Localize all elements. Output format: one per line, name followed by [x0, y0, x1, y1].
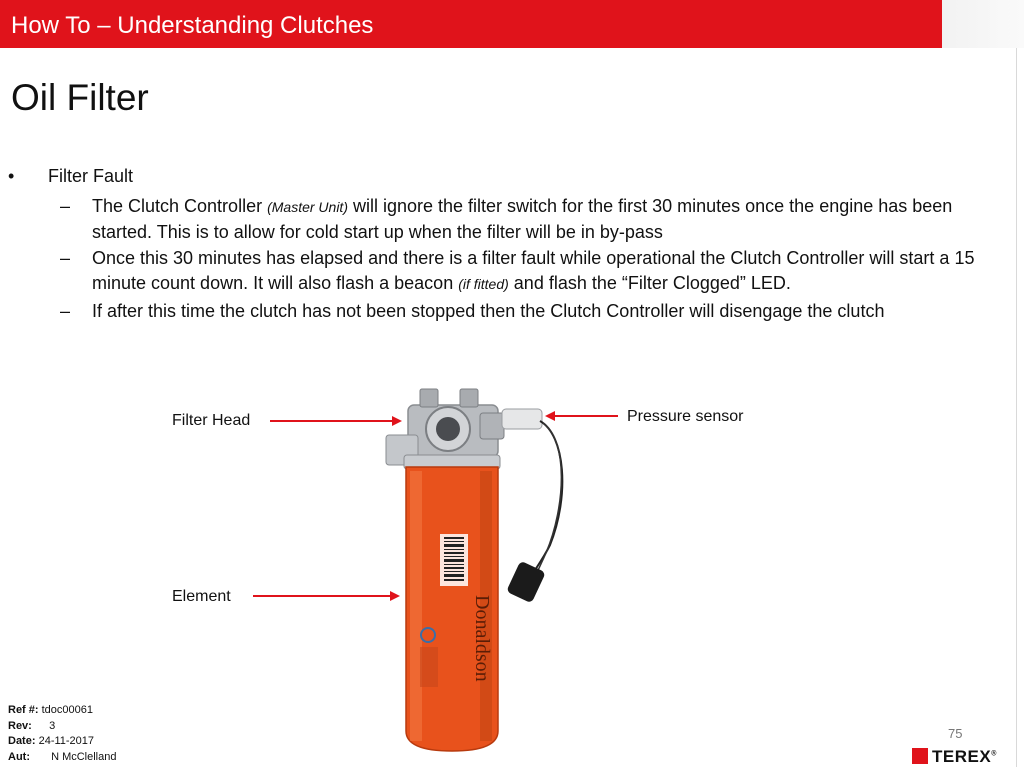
aut-value: N McClelland [51, 750, 117, 763]
terex-logo-text: TEREX [932, 747, 992, 766]
pressure-sensor-body [502, 409, 542, 429]
aut-label: Aut: [8, 750, 30, 763]
sub-bullet-1: The Clutch Controller (Master Unit) will ignore the filter switch for the first 30 minutes once the engine has been started. This is to allow for cold start up when the filter will be in by-pass [92, 196, 953, 242]
sub-bullet-3: If after this time the clutch has not been stopped then the Clutch Controller will disengage the clutch [92, 301, 885, 321]
page-number: 75 [948, 726, 963, 741]
callout-pressure-sensor: Pressure sensor [627, 408, 744, 425]
slide-edge [1016, 48, 1017, 767]
canister-highlight [410, 471, 422, 741]
page-title: Oil Filter [11, 77, 149, 118]
ref-value: tdoc00061 [41, 704, 94, 716]
dash-marker: – [60, 248, 71, 268]
date-label: Date: [8, 735, 36, 747]
trademark-mark: ® [991, 750, 997, 758]
sub-bullet-2: Once this 30 minutes has elapsed and there is a filter fault while operational the Clutch Controller will start a 15 minute count down. It will also flash a beacon (if fitted) and flash the “Filter Clogged” LED. [92, 248, 975, 293]
rev-value: 3 [49, 719, 56, 732]
filter-head-bolt [420, 389, 438, 407]
filter-brand-text: Donaldson [471, 595, 493, 682]
header-bar-accent [942, 0, 1024, 48]
callout-element: Element [172, 588, 231, 605]
oil-filter-photo [380, 385, 570, 755]
callout-filter-head: Filter Head [172, 412, 251, 429]
filter-label-text-block [420, 647, 438, 687]
dash-marker: – [60, 196, 71, 216]
terex-logo [912, 746, 1020, 766]
terex-logo-icon [912, 748, 928, 764]
header-title: How To – Understanding Clutches [11, 12, 374, 39]
sensor-fitting [480, 413, 504, 439]
sensor-wire [534, 423, 561, 583]
bullet-marker: • [8, 166, 15, 186]
filter-head-bolt [460, 389, 478, 407]
bullet-main: Filter Fault [48, 166, 134, 186]
ref-label: Ref #: [8, 704, 39, 716]
rev-label: Rev: [8, 719, 32, 732]
dash-marker: – [60, 301, 71, 321]
document-meta [8, 703, 116, 765]
filter-head-inlet-bore [436, 417, 460, 441]
header-bar-tail [900, 0, 942, 48]
barcode [440, 534, 468, 586]
date-value: 24-11-2017 [38, 735, 95, 747]
